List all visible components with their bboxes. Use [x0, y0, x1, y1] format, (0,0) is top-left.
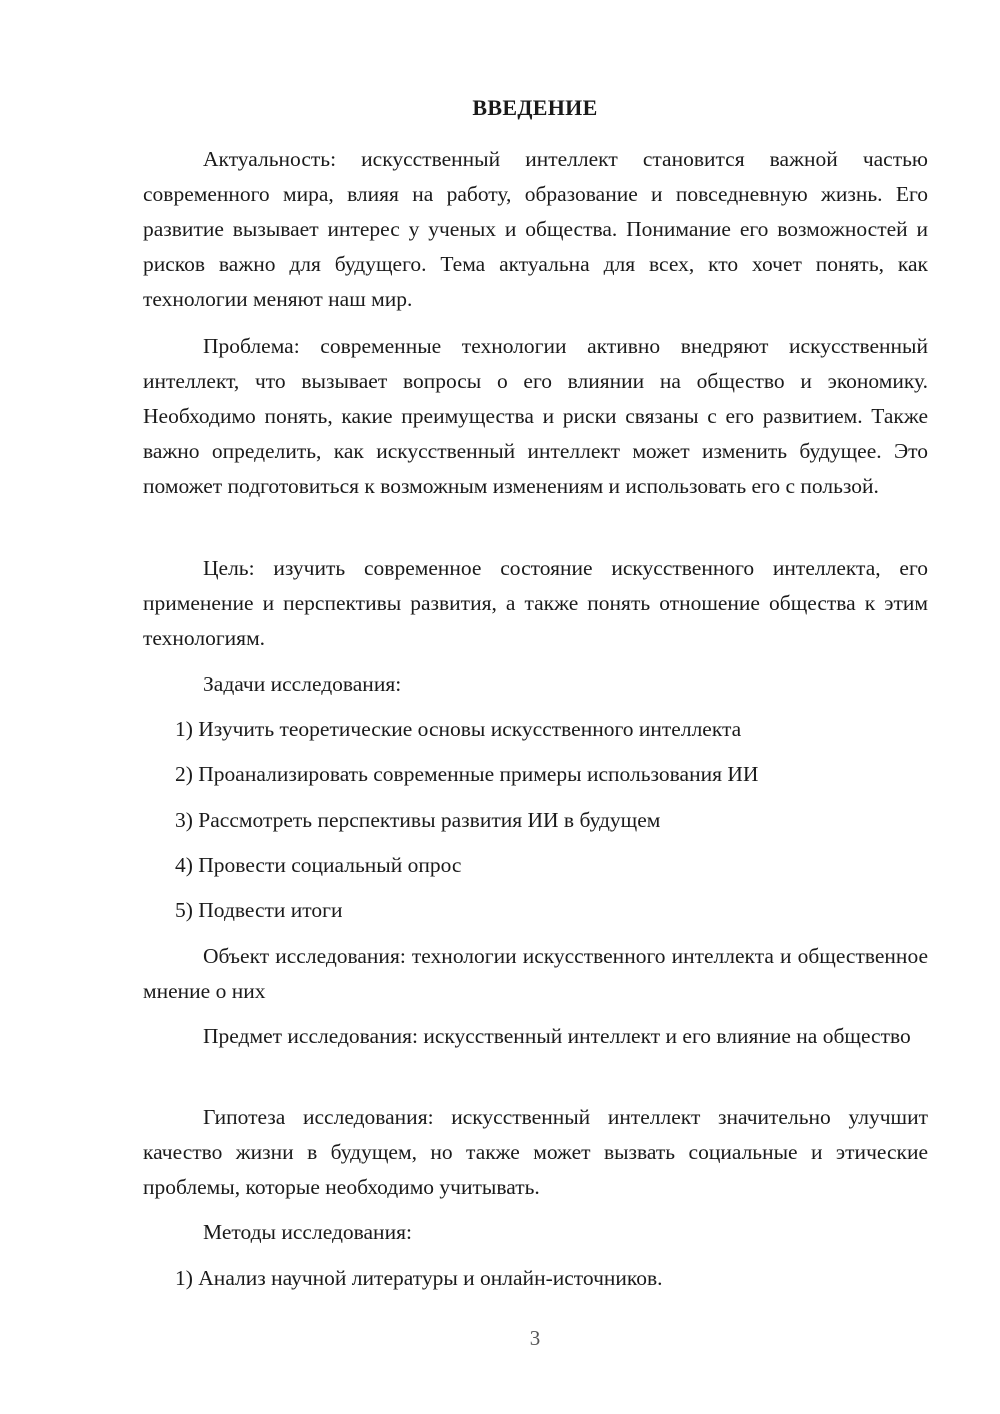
paragraph-goal: Цель: изучить современное состояние искусственного интеллекта, его применение и перспективы развития, а также понять отношение общества к этим технологиям.: [143, 556, 928, 650]
paragraph-hypothesis: Гипотеза исследования: искусственный интеллект значительно улучшит качество жизни в будущем, но также может вызвать социальные и этические проблемы, которые необходимо учитывать.: [143, 1105, 928, 1199]
paragraph-problem: Проблема: современные технологии активно внедряют искусственный интеллект, что вызывает вопросы о его влиянии на общество и экономику. Необходимо понять, какие преимущества и риски связаны с его развитием. Также важно определить, как искусственный интеллект может изменить будущее. Это поможет подготовиться к возможным изменениям и использовать его с пользой.: [143, 334, 928, 498]
paragraph-relevance: Актуальность: искусственный интеллект становится важной частью современного мира, влияя на работу, образование и повседневную жизнь. Его развитие вызывает интерес у ученых и общества. Понимание его возможностей и рисков важно для будущего. Тема актуальна для всех, кто хочет понять, как технологии меняют наш мир.: [143, 147, 928, 311]
paragraph-subject: Предмет исследования: искусственный интеллект и его влияние на общество: [203, 1024, 911, 1048]
tasks-heading: Задачи исследования:: [203, 672, 402, 696]
task-item-2: 2) Проанализировать современные примеры использования ИИ: [175, 762, 759, 786]
task-item-3: 3) Рассмотреть перспективы развития ИИ в будущем: [175, 808, 661, 832]
task-item-5: 5) Подвести итоги: [175, 898, 343, 922]
page-number: 3: [529, 1326, 541, 1350]
methods-heading: Методы исследования:: [203, 1220, 412, 1244]
method-item-1: 1) Анализ научной литературы и онлайн-источников.: [175, 1266, 663, 1290]
task-item-1: 1) Изучить теоретические основы искусственного интеллекта: [175, 717, 742, 741]
page-title: ВВЕДЕНИЕ: [472, 95, 598, 120]
task-item-4: 4) Провести социальный опрос: [175, 853, 462, 877]
paragraph-object: Объект исследования: технологии искусственного интеллекта и общественное мнение о них: [143, 944, 928, 1003]
